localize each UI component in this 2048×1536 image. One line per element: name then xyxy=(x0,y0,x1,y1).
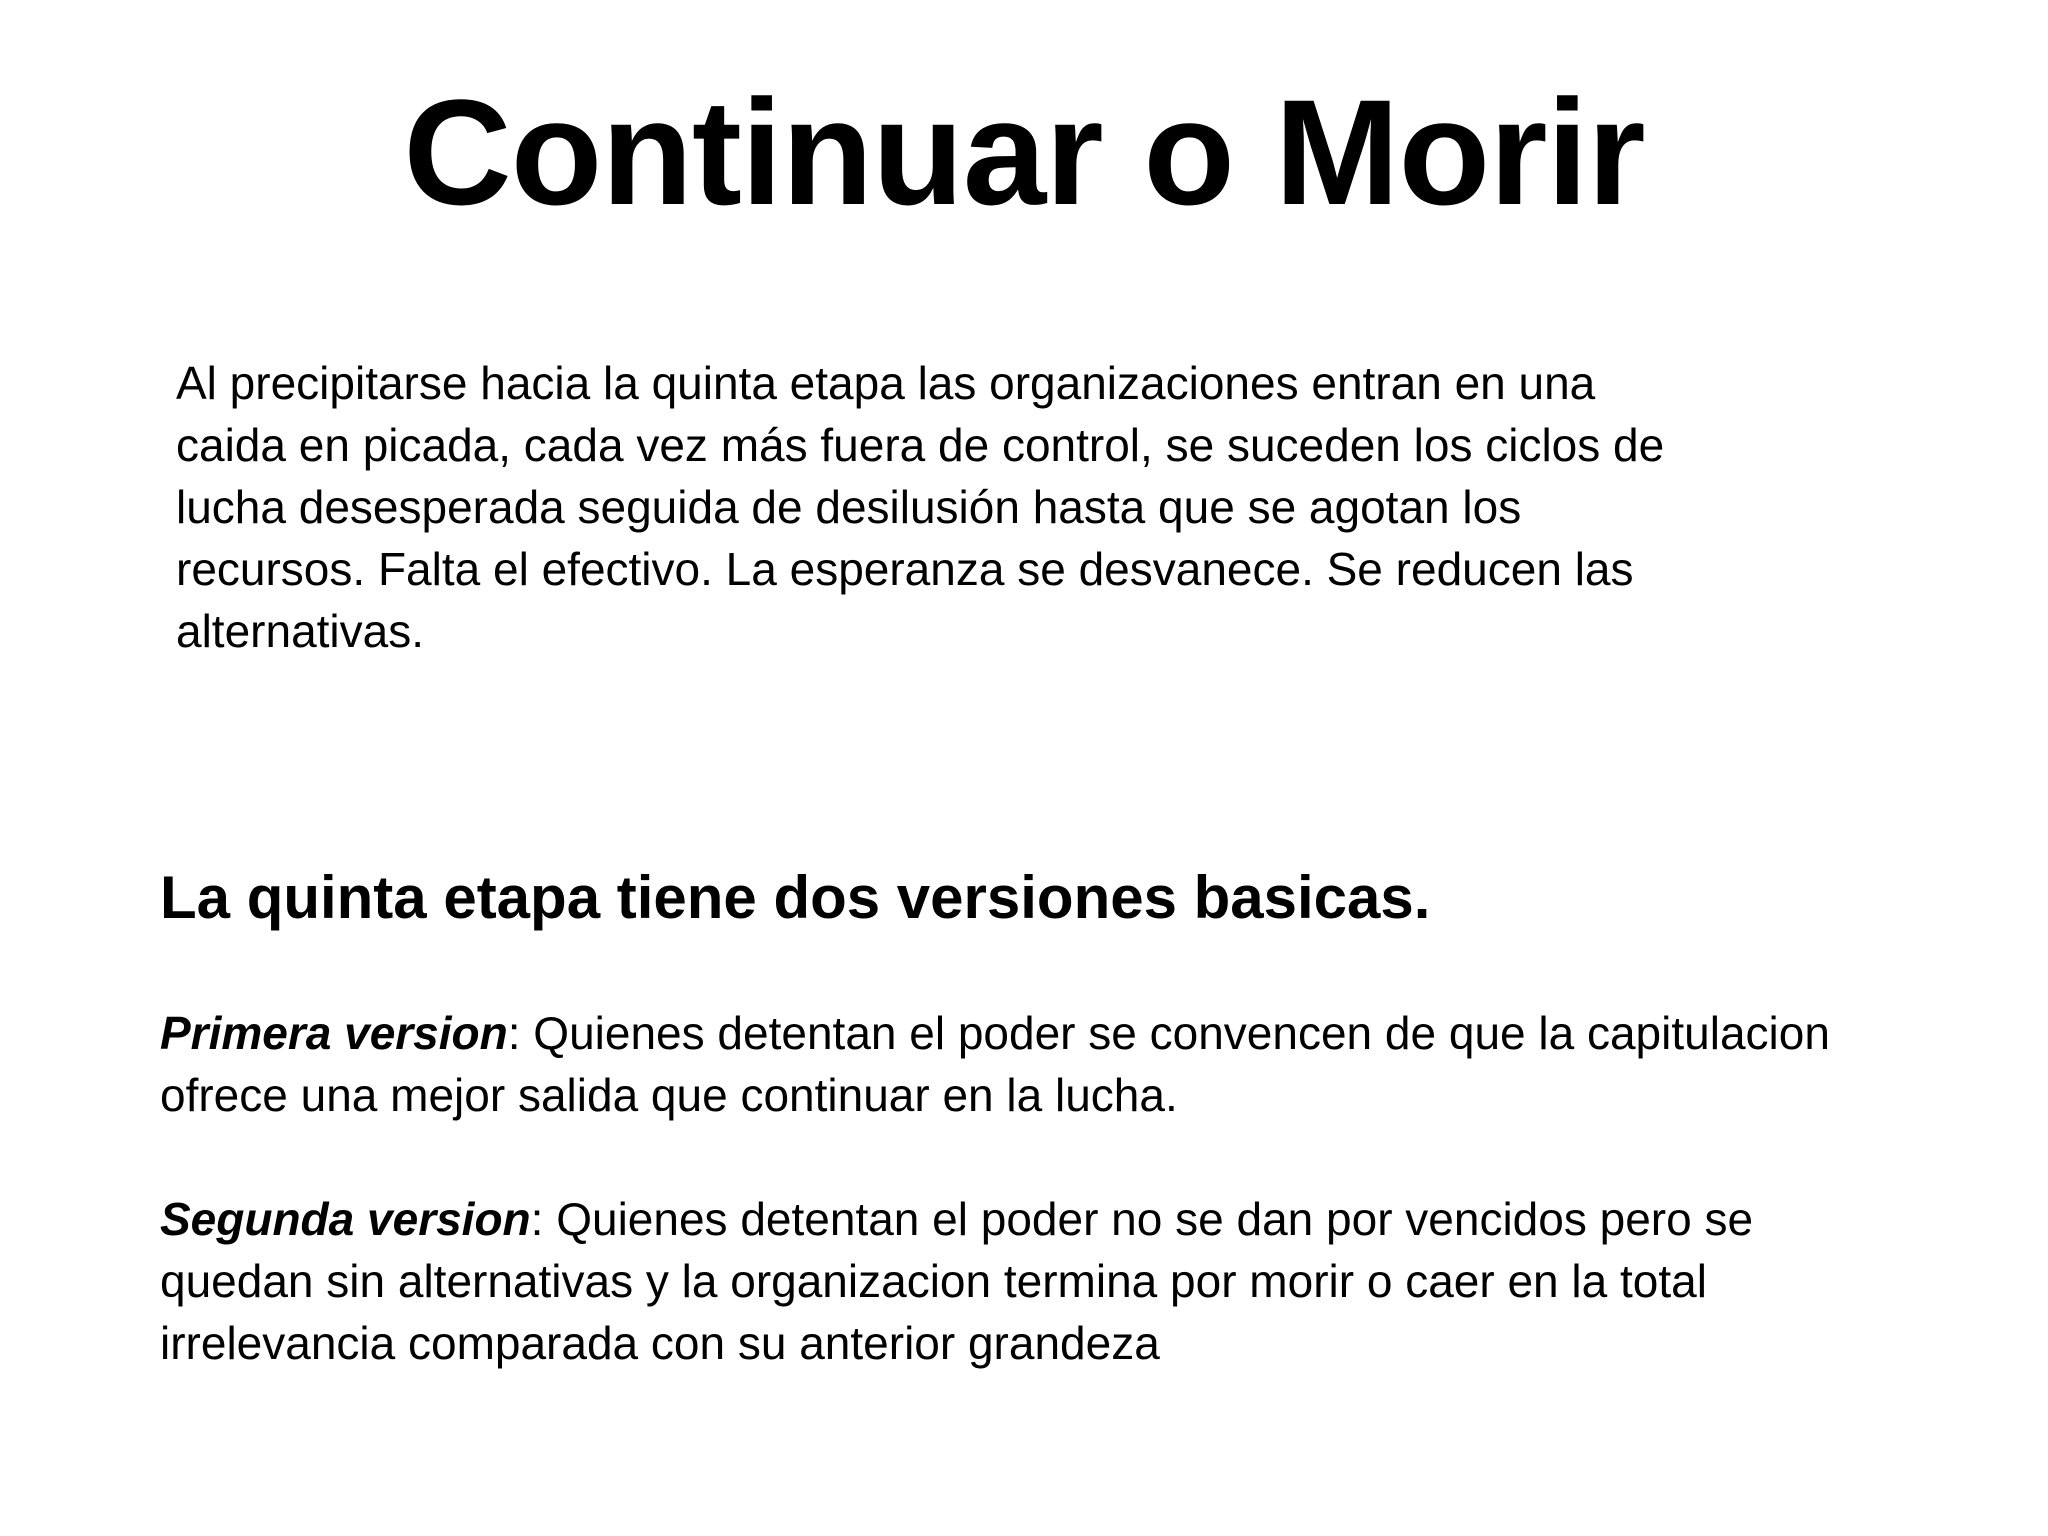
version-separator: : xyxy=(530,1193,544,1245)
second-version-paragraph xyxy=(160,1188,1920,1374)
first-version-label: Primera version xyxy=(160,1007,508,1059)
intro-line: lucha desesperada seguida de desilusión hasta que se agotan los xyxy=(176,481,1522,533)
version-separator: : xyxy=(507,1007,521,1059)
intro-line: Al precipitarse hacia la quinta etapa las organizaciones entran en una xyxy=(176,357,1596,409)
version-text: Quienes detentan el poder no se dan por vencidos pero se xyxy=(543,1193,1754,1245)
version-line xyxy=(160,1188,1920,1250)
first-version-paragraph xyxy=(160,1002,1920,1126)
version-line: irrelevancia comparada con su anterior grandeza xyxy=(160,1317,1160,1369)
version-text: Quienes detentan el poder se convencen de que la capitulacion xyxy=(520,1007,1830,1059)
version-line xyxy=(160,1002,1920,1064)
second-version-label: Segunda version xyxy=(160,1193,531,1245)
slide-title: Continuar o Morir xyxy=(403,68,1645,236)
intro-line: caida en picada, cada vez más fuera de control, se suceden los ciclos de xyxy=(176,419,1665,471)
version-line: ofrece una mejor salida que continuar en la lucha. xyxy=(160,1069,1178,1121)
intro-paragraph xyxy=(176,352,1736,662)
intro-line: alternativas. xyxy=(176,605,425,657)
version-line: quedan sin alternativas y la organizacion termina por morir o caer en la total xyxy=(160,1255,1707,1307)
versions-heading: La quinta etapa tiene dos versiones basicas. xyxy=(160,864,1431,931)
intro-line: recursos. Falta el efectivo. La esperanza se desvanece. Se reducen las xyxy=(176,543,1634,595)
